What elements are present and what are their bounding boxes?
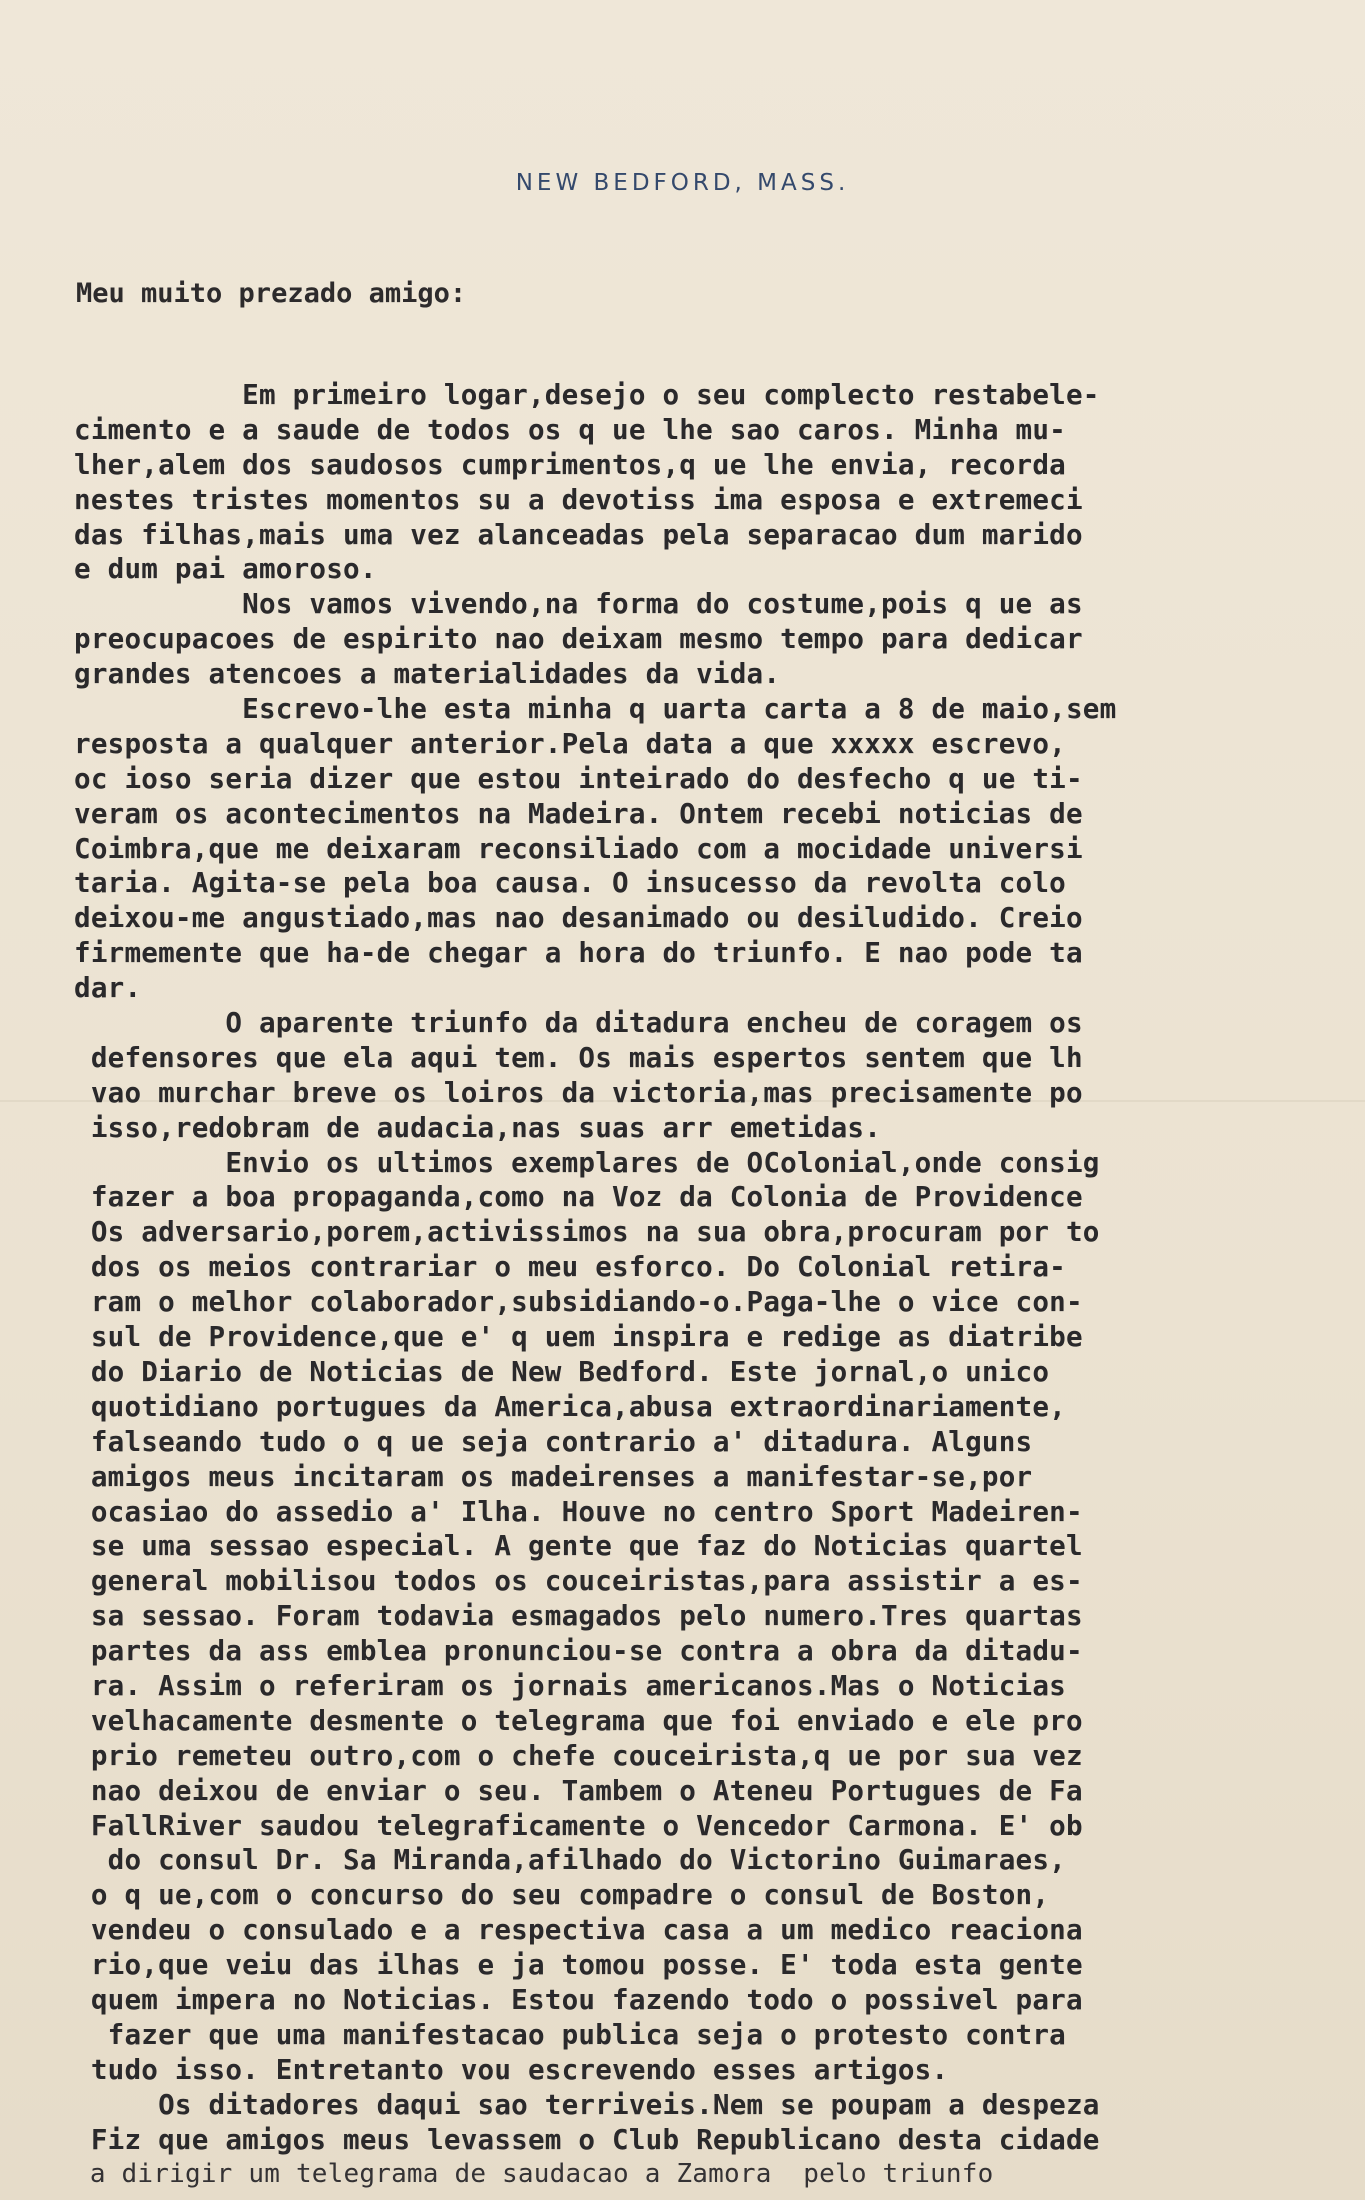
text-line: resposta a qualquer anterior.Pela data a que xxxxx escrevo, (74, 726, 1066, 760)
text-line: vendeu o consulado e a respectiva casa a um medico reaciona (74, 1913, 1083, 1947)
letterhead: NEW BEDFORD, MASS. (515, 170, 850, 196)
text-line: das filhas,mais uma vez alanceadas pela separacao dum marido (74, 517, 1083, 551)
text-line: ram o melhor colaborador,subsidiando-o.Paga-lhe o vice con- (74, 1285, 1083, 1319)
text-line: amigos meus incitaram os madeirenses a manifestar-se,por (74, 1459, 1033, 1493)
text-line: Coimbra,que me deixaram reconsiliado com a mocidade universi (74, 831, 1083, 865)
text-line: firmemente que ha-de chegar a hora do triunfo. E nao pode ta (74, 936, 1083, 970)
text-line: velhacamente desmente o telegrama que foi enviado e ele pro (74, 1703, 1083, 1737)
text-line: Os adversario,porem,activissimos na sua obra,procuram por to (74, 1215, 1100, 1249)
text-line: Fiz que amigos meus levassem o Club Republicano desta cidade (74, 2122, 1100, 2156)
text-line: quem impera no Noticias. Estou fazendo todo o possivel para (74, 1982, 1083, 2016)
text-line: do consul Dr. Sa Miranda,afilhado do Victorino Guimaraes, (74, 1843, 1066, 1877)
text-line: rio,que veiu das ilhas e ja tomou posse. E' toda esta gente (74, 1948, 1083, 1982)
text-line: dar. (74, 971, 142, 1005)
text-line: O aparente triunfo da ditadura encheu de coragem os (74, 1006, 1083, 1040)
text-line: sul de Providence,que e' q uem inspira e redige as diatribe (74, 1320, 1083, 1354)
text-line: sa sessao. Foram todavia esmagados pelo numero.Tres quartas (74, 1599, 1083, 1633)
text-line: Nos vamos vivendo,na forma do costume,pois q ue as (74, 587, 1083, 621)
text-line: Os ditadores daqui sao terriveis.Nem se poupam a despeza (74, 2087, 1100, 2121)
text-line: o q ue,com o concurso do seu compadre o consul de Boston, (74, 1878, 1050, 1912)
text-line: Em primeiro logar,desejo o seu complecto restabele- (74, 378, 1100, 411)
text-line: Envio os ultimos exemplares de OColonial,onde consig (74, 1145, 1100, 1179)
text-line: falseando tudo o q ue seja contrario a' ditadura. Alguns (74, 1424, 1033, 1458)
text-line: FallRiver saudou telegraficamente o Vencedor Carmona. E' ob (74, 1808, 1083, 1842)
text-line: veram os acontecimentos na Madeira. Ontem recebi noticias de (74, 796, 1083, 830)
text-line: prio remeteu outro,com o chefe couceirista,q ue por sua vez (74, 1738, 1083, 1772)
text-line: ra. Assim o referiram os jornais americanos.Mas o Noticias (74, 1668, 1066, 1702)
salutation: Meu muito prezado amigo: (76, 278, 467, 309)
text-line: defensores que ela aqui tem. Os mais espertos sentem que lh (74, 1040, 1083, 1074)
text-line: deixou-me angustiado,mas nao desanimado ou desiludido. Creio (74, 901, 1083, 935)
text-line: nestes tristes momentos su a devotiss ima esposa e extremeci (74, 482, 1083, 516)
text-line: fazer a boa propaganda,como na Voz da Colonia de Providence (74, 1180, 1083, 1214)
text-line: do Diario de Noticias de New Bedford. Este jornal,o unico (74, 1354, 1050, 1388)
text-line: lher,alem dos saudosos cumprimentos,q ue lhe envia, recorda (74, 447, 1066, 481)
text-line: Escrevo-lhe esta minha q uarta carta a 8 de maio,sem (74, 692, 1117, 726)
text-line: nao deixou de enviar o seu. Tambem o Ateneu Portugues de Fa (74, 1773, 1083, 1807)
text-line: quotidiano portugues da America,abusa extraordinariamente, (74, 1389, 1066, 1423)
text-line: se uma sessao especial. A gente que faz do Noticias quartel (74, 1529, 1083, 1563)
text-line: general mobilisou todos os couceiristas,para assistir a es- (74, 1564, 1083, 1598)
text-line: isso,redobram de audacia,nas suas arr emetidas. (74, 1110, 882, 1144)
text-line: tudo isso. Entretanto vou escrevendo esses artigos. (74, 2052, 949, 2086)
text-line: e dum pai amoroso. (74, 552, 377, 586)
text-line: partes da ass emblea pronunciou-se contra a obra da ditadu- (74, 1634, 1083, 1668)
text-line: oc ioso seria dizer que estou inteirado do desfecho q ue ti- (74, 761, 1083, 795)
text-line: vao murchar breve os loiros da victoria,mas precisamente po (74, 1075, 1083, 1109)
text-line: preocupacoes de espirito nao deixam mesmo tempo para dedicar (74, 622, 1083, 656)
text-line: a dirigir um telegrama de saudacao a Zamora pelo triunfo (74, 2159, 994, 2190)
text-line: taria. Agita-se pela boa causa. O insucesso da revolta colo (74, 866, 1066, 900)
text-line: dos os meios contrariar o meu esforco. Do Colonial retira- (74, 1250, 1066, 1284)
text-line: ocasiao do assedio a' Ilha. Houve no centro Sport Madeiren- (74, 1494, 1083, 1528)
letter-body (74, 378, 1274, 2192)
text-line: cimento e a saude de todos os q ue lhe sao caros. Minha mu- (74, 412, 1066, 446)
text-line: grandes atencoes a materialidades da vida. (74, 657, 781, 691)
text-line: fazer que uma manifestacao publica seja o protesto contra (74, 2017, 1066, 2051)
